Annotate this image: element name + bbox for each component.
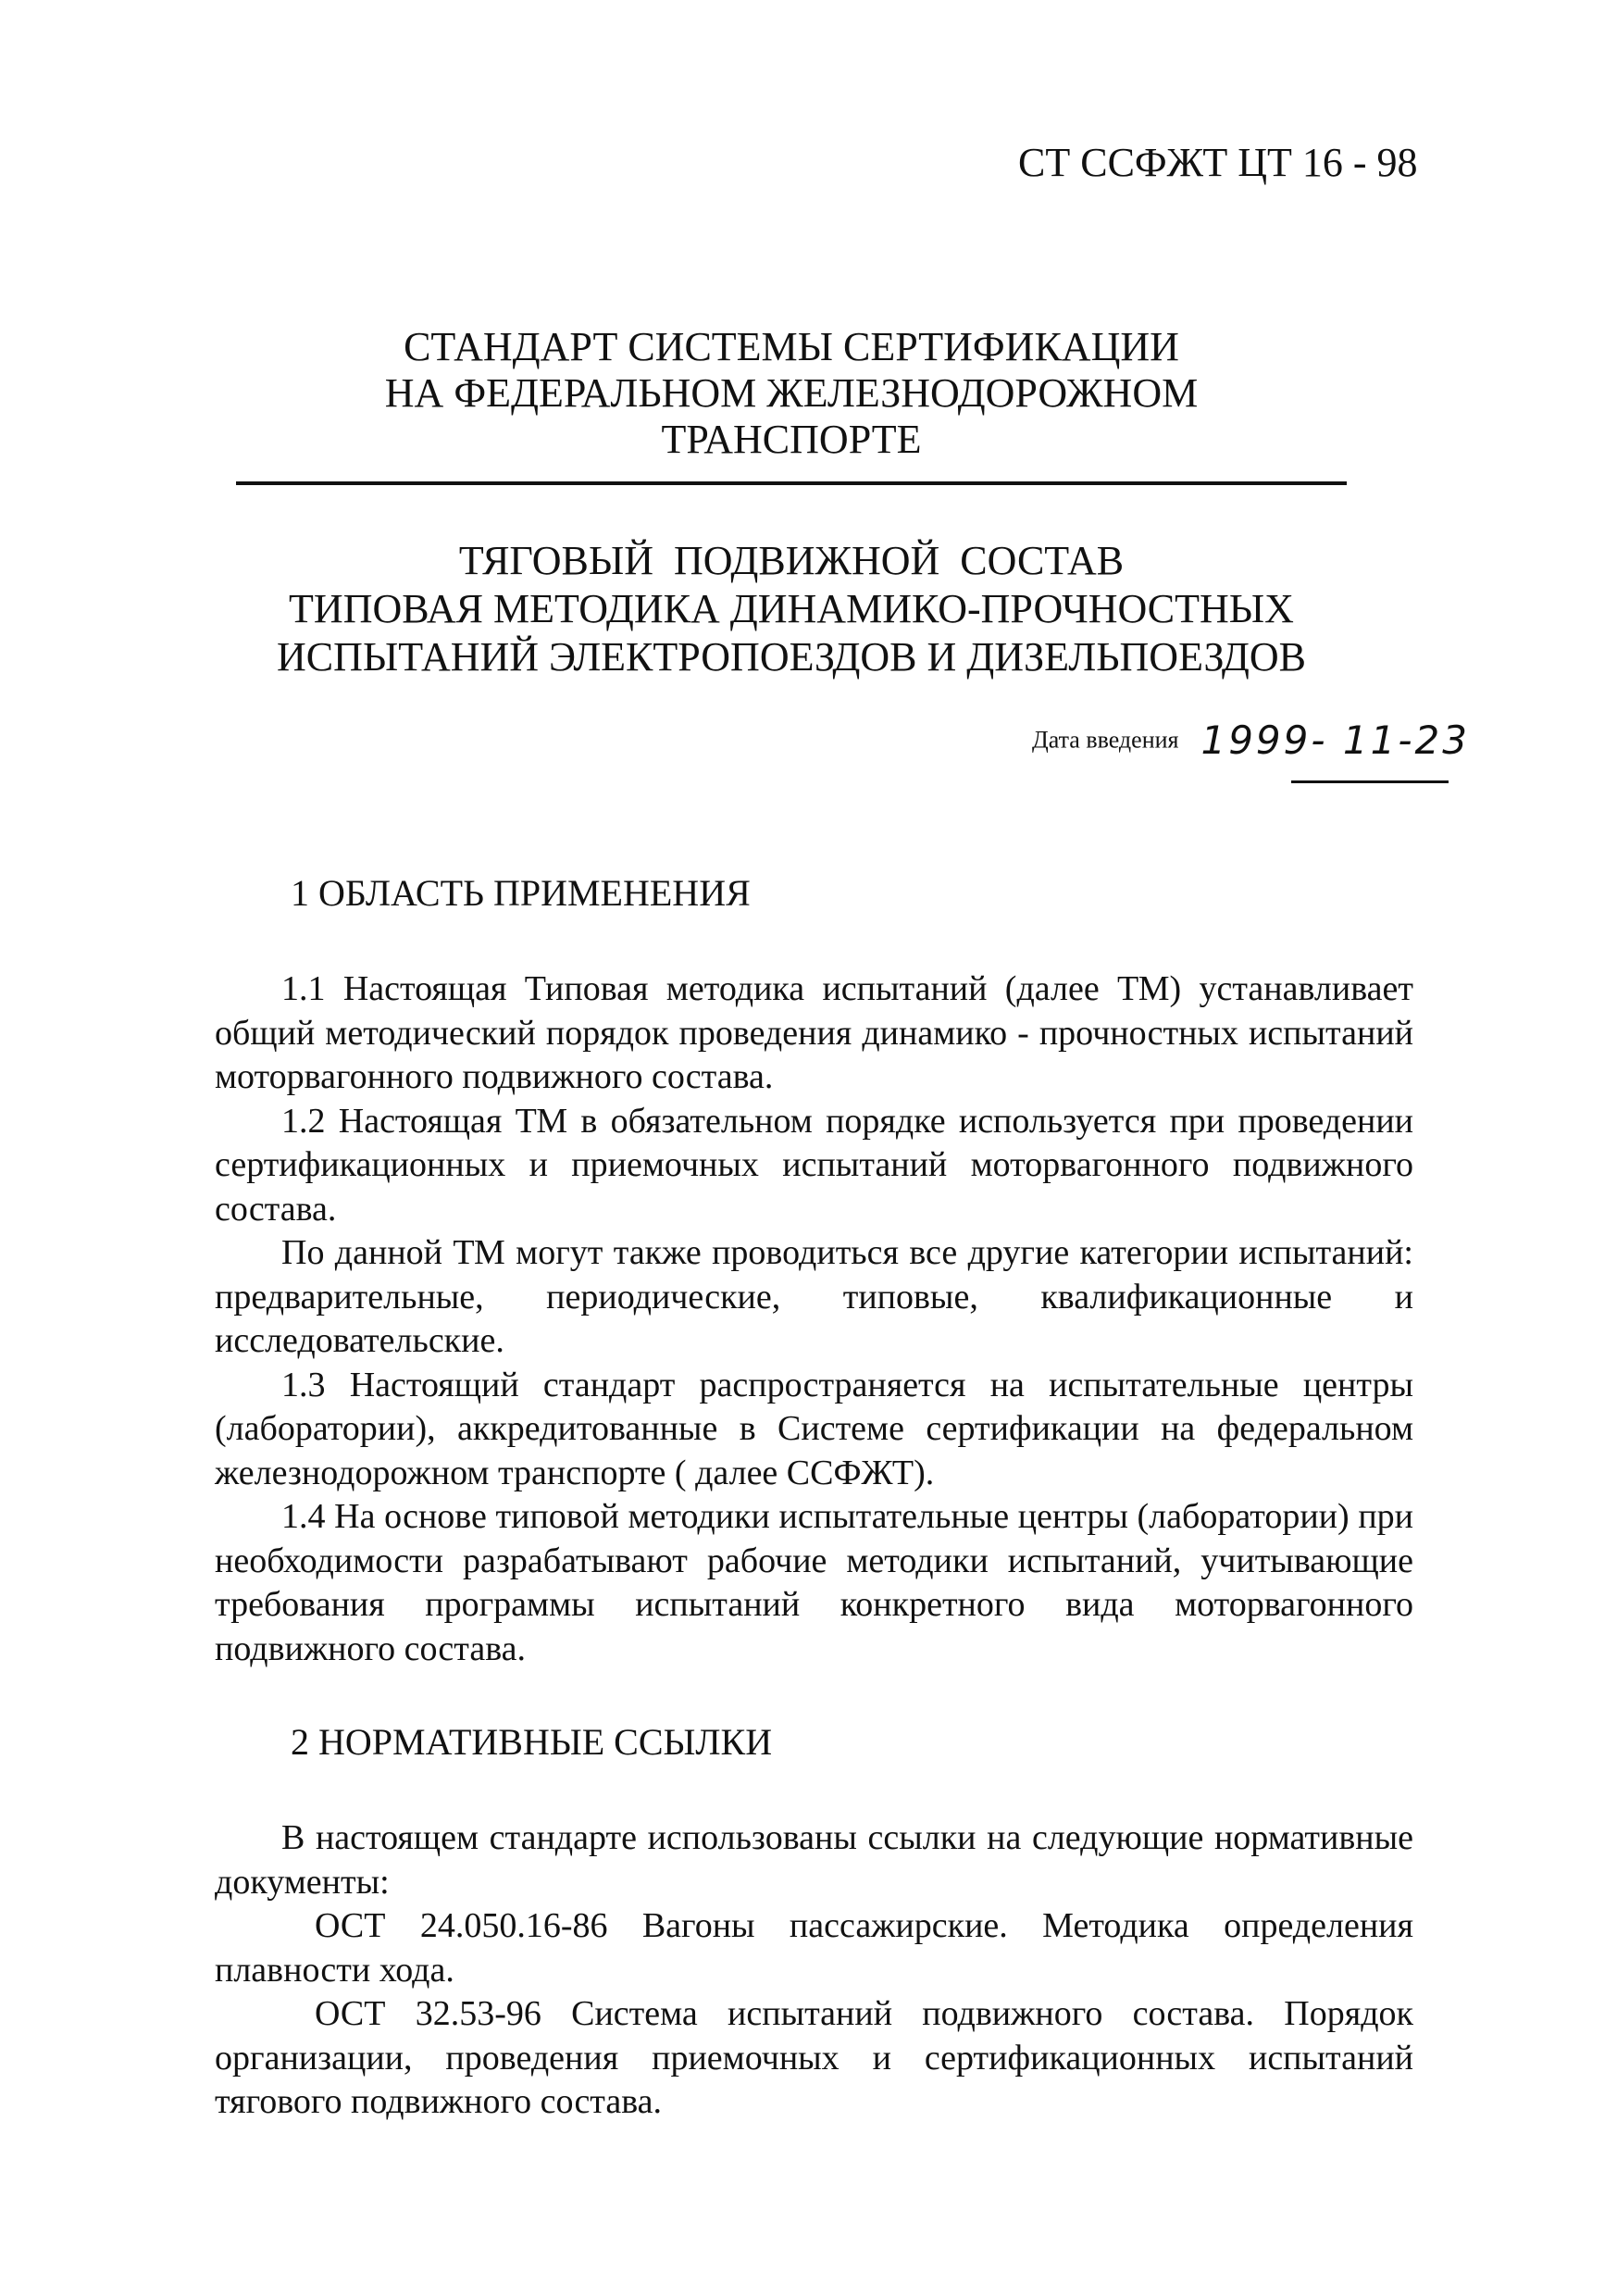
title-line: НА ФЕДЕРАЛЬНОМ ЖЕЛЕЗНОДОРОЖНОМ [384,370,1199,416]
intro-date [1032,718,1470,763]
reference-item: ОСТ 24.050.16-86 Вагоны пассажирские. Методика определения плавности хода. [215,1906,1413,1990]
subject-line: ТЯГОВЫЙ ПОДВИЖНОЙ СОСТАВ [458,538,1125,583]
paragraph-1-1: 1.1 Настоящая Типовая методика испытаний (далее ТМ) устанавливает общий методический порядок проведения динамико - прочностных испытаний моторвагонного подвижного состава. [215,969,1413,1096]
reference-item: ОСТ 32.53-96 Система испытаний подвижного состава. Порядок организации, проведения приемочных и сертификационных испытаний тягового подвижного состава. [215,1994,1413,2121]
intro-date-label: Дата введения [1032,726,1179,754]
date-underline [1291,780,1449,783]
document-code: СТ ССФЖТ ЦТ 16 - 98 [1018,140,1418,185]
section-heading-scope: 1 ОБЛАСТЬ ПРИМЕНЕНИЯ [291,872,751,914]
title-line: ТРАНСПОРТЕ [661,417,922,462]
document-subject [236,537,1347,681]
paragraph-test-categories: По данной ТМ могут также проводиться все другие категории испытаний: предварительные, периодические, типовые, квалификационные и исследовательские. [215,1233,1413,1360]
title-line: СТАНДАРТ СИСТЕМЫ СЕРТИФИКАЦИИ [404,324,1179,369]
standard-title [236,324,1347,463]
paragraph-1-2: 1.2 Настоящая ТМ в обязательном порядке используется при проведении сертификационных и приемочных испытаний моторвагонного подвижного состава. [215,1101,1413,1229]
subject-line: ИСПЫТАНИЙ ЭЛЕКТРОПОЕЗДОВ И ДИЗЕЛЬПОЕЗДОВ [277,634,1306,680]
paragraph-1-4: 1.4 На основе типовой методики испытательные центры (лаборатории) при необходимости разрабатывают рабочие методики испытаний, учитывающие требования программы испытаний конкретного вида моторвагонного подвижного состава. [215,1497,1413,1668]
references-intro: В настоящем стандарте использованы ссылки на следующие нормативные документы: [215,1818,1413,1902]
title-divider [236,481,1347,485]
document-body [215,870,1413,2125]
subject-line: ТИПОВАЯ МЕТОДИКА ДИНАМИКО-ПРОЧНОСТНЫХ [289,586,1294,631]
paragraph-1-3: 1.3 Настоящий стандарт распространяется на испытательные центры (лаборатории), аккредитованные в Системе сертификации на федеральном железнодорожном транспорте ( далее ССФЖТ). [215,1365,1413,1492]
section-heading-references: 2 НОРМАТИВНЫЕ ССЫЛКИ [291,1721,773,1763]
intro-date-value: 1999- 11-23 [1200,718,1470,763]
